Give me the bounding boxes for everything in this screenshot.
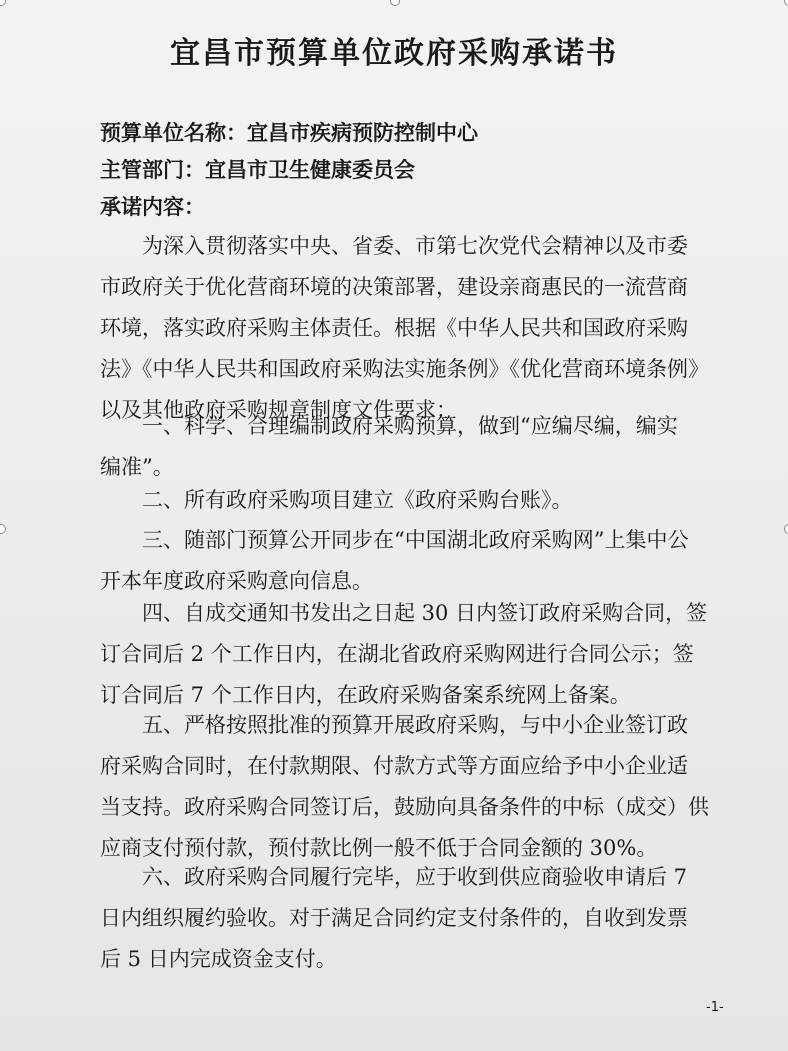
paragraph-line: 应商支付预付款，预付款比例一般不低于合同金额的 30%。: [100, 836, 658, 860]
paragraph-line: 四、自成交通知书发出之日起 30 日内签订政府采购合同，签: [142, 601, 708, 625]
paragraph-item-5: [100, 705, 725, 869]
paragraph-item-4: [100, 593, 725, 716]
paragraph-item-3: [100, 520, 725, 602]
paragraph-line: 订合同后 7 个工作日内，在政府采购备案系统网上备案。: [100, 683, 631, 707]
paragraph-line: 环境，落实政府采购主体责任。根据《中华人民共和国政府采购: [100, 316, 688, 340]
paragraph-line: 一、科学、合理编制政府采购预算，做到“应编尽编，编实: [142, 414, 678, 438]
paragraph-line: 开本年度政府采购意向信息。: [100, 569, 373, 593]
crop-handle[interactable]: [390, 0, 400, 6]
paragraph-line: 以及其他政府采购规章制度文件要求：: [100, 398, 457, 422]
document-title: 宜昌市预算单位政府采购承诺书: [170, 36, 618, 71]
paragraph-line: 法》《中华人民共和国政府采购法实施条例》《优化营商环境条例》: [100, 357, 709, 381]
paragraph-line: 日内组织履约验收。对于满足合同约定支付条件的，自收到发票: [100, 906, 688, 930]
paragraph-line: 后 5 日内完成资金支付。: [100, 947, 337, 971]
paragraph-intro: [100, 226, 725, 431]
paragraph-line: 三、随部门预算公开同步在“中国湖北政府采购网”上集中公: [142, 528, 689, 552]
paragraph-line: 当支持。政府采购合同签订后，鼓励向具备条件的中标（成交）供: [100, 795, 709, 819]
paragraph-item-2: [100, 480, 725, 521]
paragraph-line: 市政府关于优化营商环境的决策部署，建设亲商惠民的一流营商: [100, 275, 688, 299]
paragraph-line: 六、政府采购合同履行完毕，应于收到供应商验收申请后 7: [142, 865, 688, 889]
paragraph-line: 订合同后 2 个工作日内，在湖北省政府采购网进行合同公示；签: [100, 642, 694, 666]
crop-handle[interactable]: [0, 0, 6, 6]
page-number: -1-: [706, 1000, 724, 1015]
paragraph-item-6: [100, 857, 725, 980]
paragraph-line: 五、严格按照批准的预算开展政府采购，与中小企业签订政: [142, 713, 688, 737]
paragraph-line: 为深入贯彻落实中央、省委、市第七次党代会精神以及市委: [142, 234, 688, 258]
budget-unit-name: 预算单位名称：宜昌市疾病预防控制中心: [100, 121, 478, 145]
paragraph-line: 编准”。: [100, 455, 174, 479]
crop-handle[interactable]: [784, 0, 788, 6]
crop-handle[interactable]: [784, 524, 788, 534]
paragraph-line: 二、所有政府采购项目建立《政府采购台账》。: [142, 488, 573, 512]
supervising-department: 主管部门：宜昌市卫生健康委员会: [100, 158, 415, 182]
crop-handle[interactable]: [0, 524, 6, 534]
paragraph-item-1: [100, 406, 725, 488]
commitment-content-label: 承诺内容：: [100, 195, 205, 219]
paragraph-line: 府采购合同时，在付款期限、付款方式等方面应给予中小企业适: [100, 754, 688, 778]
